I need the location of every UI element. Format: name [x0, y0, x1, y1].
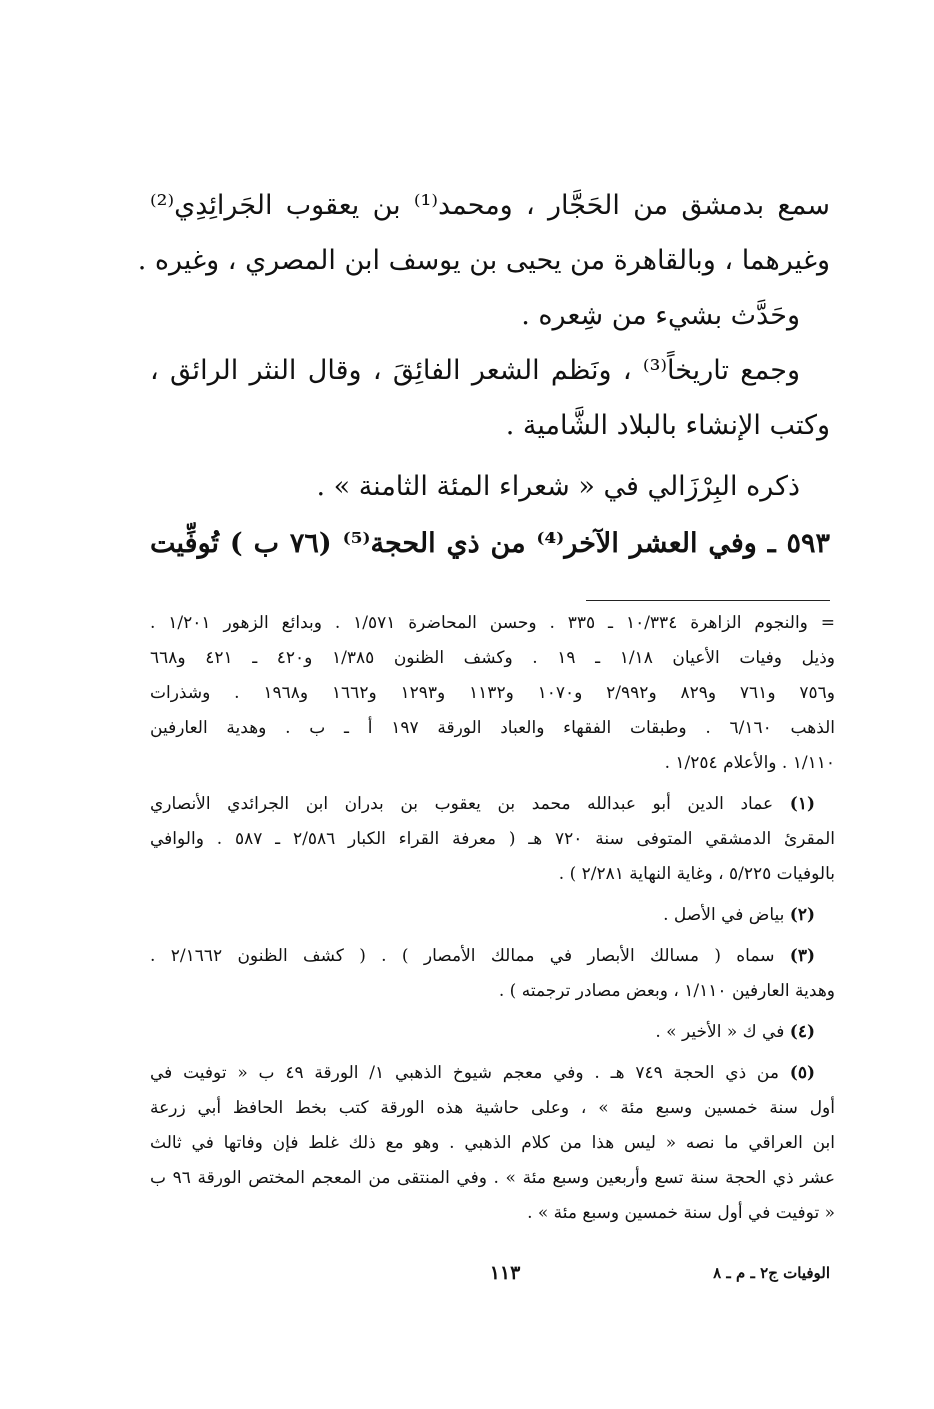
- main-line: وكتب الإنشاء بالبلاد الشَّامية .: [505, 410, 830, 441]
- footnote-line: [150, 1015, 835, 1050]
- signature-mark: الوفيات ج٢ ـ م ـ ٨: [713, 1264, 830, 1282]
- footnote-line: وهدية العارفين ١/١١٠ ، وبعض مصادر ترجمته ) .: [498, 981, 835, 1001]
- page-footer: [150, 1262, 830, 1292]
- footnote-number: (١): [789, 794, 816, 814]
- main-line: وحَدَّث بشيء من شِعره .: [521, 300, 800, 331]
- footnote-line: [150, 939, 835, 974]
- footnote-number: (٢): [789, 905, 815, 925]
- main-line: ذكره البِرْزَالي في « شعراء المئة الثامنة » .: [316, 471, 800, 502]
- footnote-line: أول سنة خمسين وسبع مئة » ، وعلى حاشية هذه الورقة كتب بخط الحافظ أبي زرعة: [150, 1098, 835, 1118]
- footnote-1: [150, 787, 835, 892]
- footnotes: [150, 606, 835, 1237]
- main-line: سمع بدمشق من الحَجَّار ، ومحمد⁽¹⁾ بن يعقوب الجَرائِدِي⁽²⁾: [150, 190, 830, 221]
- footnote-line: بالوفيات ٥/٢٢٥ ، وغاية النهاية ٢/٢٨١ ) .: [558, 864, 835, 884]
- page-number: ١١٣: [489, 1262, 521, 1284]
- footnote-line: [150, 1056, 835, 1091]
- footnote-line: ابن العراقي ما نصه « ليس هذا من كلام الذهبي . وهو مع ذلك غلط فإن وفاتها في ثالث: [150, 1133, 835, 1153]
- footnote-line: « توفيت في أول سنة خمسين وسبع مئة » .: [527, 1203, 835, 1223]
- footnote-line: [150, 787, 835, 822]
- footnote-line: ١/١١٠ . والأعلام ١/٢٥٤ .: [664, 753, 835, 773]
- footnote-text: بياض في الأصل .: [663, 905, 785, 925]
- footnote-number: (٤): [789, 1022, 815, 1042]
- footnote-line: و٧٥٦ و٧٦١ و٨٢٩ و٢/٩٩٢ و١٠٧٠ و١١٣٢ و١٢٩٣ و١٦٦٢ و١٩٦٨ . وشذرات: [150, 683, 835, 703]
- footnote-text: في ك « الأخير » .: [655, 1022, 785, 1042]
- footnote-2: [150, 898, 835, 933]
- footnote-line: عشر ذي الحجة سنة تسع وأربعين وسبع مئة » . وفي المنتقى من المعجم المختص الورقة ٩٦ ب: [150, 1168, 835, 1188]
- footnote-number: (٥): [789, 1063, 816, 1083]
- footnote-3: [150, 939, 835, 1009]
- main-line: وجمع تاريخاً⁽³⁾ ، ونَظم الشعر الفائِقَ ، وقال النثر الرائق ،: [150, 355, 800, 386]
- footnote-line: وذيل وفيات الأعيان ١/١٨ ـ ١٩ . وكشف الظنون ١/٣٨٥ و٤٢٠ ـ ٤٢١ و٦٦٨: [150, 648, 835, 668]
- footnote-line: الذهب ٦/١٦٠ . وطبقات الفقهاء والعباد الورقة ١٩٧ أ ـ ب . وهدية العارفين: [150, 718, 836, 738]
- footnote-4: [150, 1015, 835, 1050]
- main-line: وغيرهما ، وبالقاهرة من يحيى بن يوسف ابن المصري ، وغيره .: [137, 245, 830, 276]
- footnote-continuation: [150, 606, 835, 781]
- footnote-text: من ذي الحجة ٧٤٩ هـ . وفي معجم شيوخ الذهبي ١/ الورقة ٤٩ ب « توفيت في: [150, 1063, 779, 1083]
- footnote-line: = والنجوم الزاهرة ١٠/٣٣٤ ـ ٣٣٥ . وحسن المحاضرة ١/٥٧١ . وبدائع الزهور ١/٢٠١ .: [150, 613, 836, 633]
- footnote-line: المقرئ الدمشقي المتوفى سنة ٧٢٠ هـ ( معرفة القراء الكبار ٢/٥٨٦ ـ ٥٨٧ . والوافي: [150, 829, 835, 849]
- footnote-text: عماد الدين أبو عبدالله محمد بن يعقوب بن بدران ابن الجرائدي الأنصاري: [150, 794, 774, 814]
- footnote-number: (٣): [789, 946, 815, 966]
- entry-heading-593: ٥٩٣ ـ وفي العشر الآخر⁽⁴⁾ من ذي الحجة⁽⁵⁾ (٧٦ ب ) تُوفِّيت: [150, 528, 831, 559]
- footnote-divider: [586, 600, 830, 601]
- footnote-5: [150, 1056, 835, 1231]
- main-text: [137, 178, 831, 574]
- footnote-line: [150, 898, 835, 933]
- footnote-text: سماه ( مسالك الأبصار في ممالك الأمصار ) . ( كشف الظنون ٢/١٦٦٢ .: [150, 946, 775, 966]
